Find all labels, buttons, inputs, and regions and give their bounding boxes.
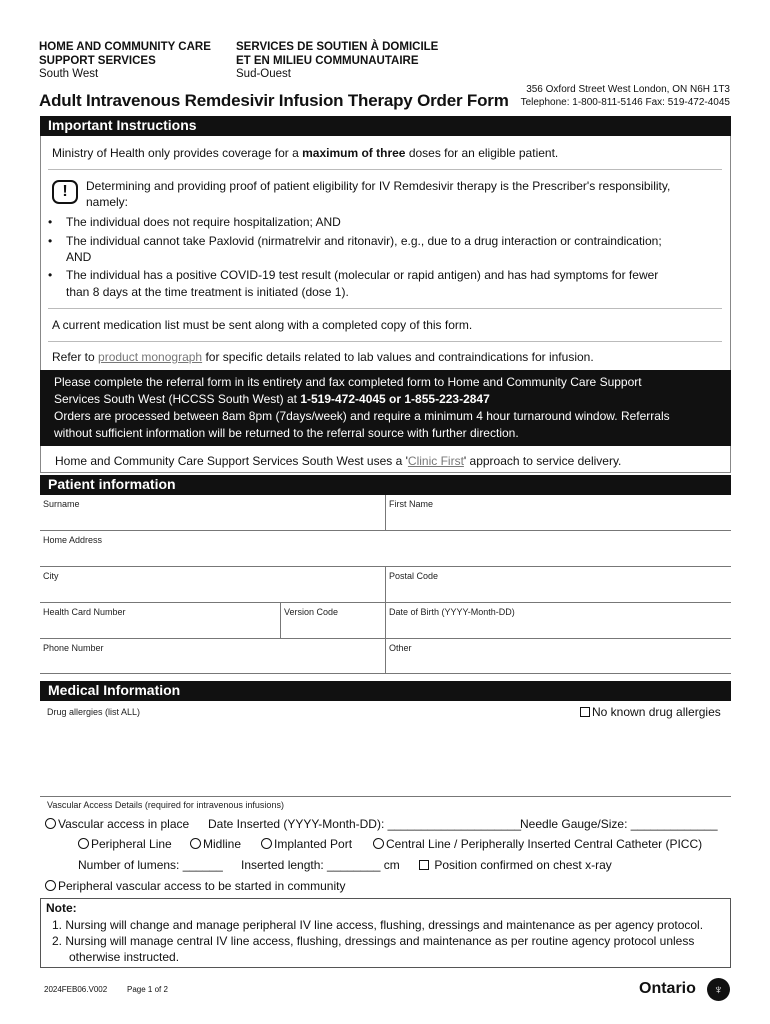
trillium-icon: ♆: [707, 978, 730, 1001]
contact-block: [521, 83, 730, 109]
org-line2-fr: ET EN MILIEU COMMUNAUTAIRE: [236, 54, 419, 67]
product-monograph-link[interactable]: product monograph: [98, 350, 203, 364]
home-address-field[interactable]: Home Address: [43, 535, 103, 545]
org-name-en: [39, 41, 211, 82]
midline-option[interactable]: [190, 836, 241, 852]
bullet-3b: than 8 days at the time treatment is initiated (dose 1).: [66, 285, 349, 299]
no-allergies-label: No known drug allergies: [592, 705, 721, 719]
orders-line-2: without sufficient information will be returned to the referral source with further direction.: [54, 426, 519, 440]
form-title: Adult Intravenous Remdesivir Infusion Therapy Order Form: [39, 91, 509, 110]
radio-icon[interactable]: [190, 838, 201, 849]
divider: [48, 169, 722, 170]
org-region-en: South West: [39, 68, 99, 80]
picc-label: Central Line / Peripherally Inserted Central Catheter (PICC): [386, 837, 703, 851]
vascular-in-place-label: Vascular access in place: [58, 817, 190, 831]
phone-field[interactable]: Phone Number: [43, 643, 104, 653]
coverage-pre: Ministry of Health only provides coverage for a: [52, 146, 303, 160]
bullet-2b: AND: [66, 250, 92, 264]
refer-text: [52, 349, 594, 365]
divider: [385, 495, 386, 530]
divider: [48, 341, 722, 342]
note-2a: 2. Nursing will manage central IV line access, flushing, dressings and maintenance as per routine agency protocol unless: [52, 934, 695, 948]
note-label: Note:: [46, 901, 77, 915]
community-access-option[interactable]: [45, 878, 345, 894]
picc-option[interactable]: [373, 836, 702, 852]
bullet-1: The individual does not require hospitalization; AND: [66, 215, 341, 229]
clinic-pre: Home and Community Care Support Services South West uses a ': [55, 454, 408, 468]
divider: [40, 796, 731, 797]
eligibility-line-1: Determining and providing proof of patient eligibility for IV Remdesivir therapy is the Prescriber's responsibility,: [86, 179, 671, 193]
bullet-icon: •: [48, 234, 53, 248]
patient-heading: Patient information: [40, 475, 731, 495]
health-card-field[interactable]: Health Card Number: [43, 607, 126, 617]
org-line2-en: SUPPORT SERVICES: [39, 54, 156, 67]
other-field[interactable]: Other: [389, 643, 412, 653]
warning-icon: !: [52, 180, 78, 204]
version-code-field[interactable]: Version Code: [284, 607, 339, 617]
fax-line-1: Please complete the referral form in its entirety and fax completed form to Home and Community Care Support: [54, 375, 642, 389]
instructions-heading: Important Instructions: [40, 116, 731, 136]
drug-allergies-field[interactable]: Drug allergies (list ALL): [47, 707, 141, 717]
surname-field[interactable]: Surname: [43, 499, 80, 509]
bullet-3a: The individual has a positive COVID-19 test result (molecular or rapid antigen) and has had symptoms for fewer: [66, 268, 659, 282]
ontario-logo-text: Ontario: [639, 980, 696, 997]
xray-option[interactable]: [419, 857, 612, 873]
needle-gauge-field[interactable]: Needle Gauge/Size: _____________: [520, 817, 718, 831]
fax-numbers: 1-519-472-4045 or 1-855-223-2847: [300, 392, 490, 406]
bullet-icon: •: [48, 215, 53, 229]
radio-icon[interactable]: [78, 838, 89, 849]
divider: [40, 638, 731, 639]
vascular-in-place-option[interactable]: [45, 816, 189, 832]
bullet-icon: •: [48, 268, 53, 282]
address: 356 Oxford Street West London, ON N6H 1T3: [526, 84, 730, 95]
city-field[interactable]: City: [43, 571, 59, 581]
bullet-2a: The individual cannot take Paxlovid (nirmatrelvir and ritonavir), e.g., due to a drug interaction or contraindication;: [66, 234, 662, 248]
divider: [385, 566, 386, 673]
xray-label: Position confirmed on chest x-ray: [434, 858, 612, 872]
peripheral-line-label: Peripheral Line: [91, 837, 172, 851]
coverage-text: [52, 145, 558, 161]
divider: [40, 673, 731, 674]
eligibility-line-2: namely:: [86, 195, 129, 209]
form-code: 2024FEB06.V002: [44, 985, 108, 994]
postal-code-field[interactable]: Postal Code: [389, 571, 439, 581]
medical-heading: Medical Information: [40, 681, 731, 701]
clinic-post: ' approach to service delivery.: [463, 454, 622, 468]
orders-line-1: Orders are processed between 8am 8pm (7days/week) and require a minimum 4 hour turnaround window. Referrals: [54, 409, 670, 423]
peripheral-line-option[interactable]: [78, 836, 172, 852]
org-region-fr: Sud-Ouest: [236, 68, 291, 80]
vascular-heading: Vascular Access Details (required for intravenous infusions): [47, 800, 284, 810]
note-1: 1. Nursing will change and manage peripheral IV line access, flushing, dressings and maintenance as per agency protocol.: [52, 918, 704, 932]
lumens-field[interactable]: Number of lumens: ______: [78, 858, 223, 872]
radio-icon[interactable]: [45, 818, 56, 829]
coverage-bold: maximum of three: [302, 146, 406, 160]
refer-pre: Refer to: [52, 350, 99, 364]
fax-line-2-pre: Services South West (HCCSS South West) at: [54, 392, 301, 406]
radio-icon[interactable]: [373, 838, 384, 849]
date-inserted-field[interactable]: Date Inserted (YYYY-Month-DD): ____________________: [208, 817, 522, 831]
divider: [40, 530, 731, 531]
page-number: Page 1 of 2: [127, 985, 168, 994]
inserted-length-field[interactable]: Inserted length: ________ cm: [241, 858, 400, 872]
midline-label: Midline: [203, 837, 242, 851]
first-name-field[interactable]: First Name: [389, 499, 434, 509]
clinic-first-link[interactable]: Clinic First: [407, 454, 464, 468]
refer-post: for specific details related to lab values and contraindications for infusion.: [202, 350, 594, 364]
implanted-port-option[interactable]: [261, 836, 352, 852]
medication-list-text: A current medication list must be sent along with a completed copy of this form.: [52, 318, 473, 332]
org-name-fr: [236, 41, 438, 82]
divider: [48, 308, 722, 309]
checkbox-icon[interactable]: [419, 860, 429, 870]
note-2b: otherwise instructed.: [69, 950, 180, 964]
community-access-label: Peripheral vascular access to be started in community: [58, 879, 346, 893]
fax-line-2: [54, 391, 717, 408]
clinic-first-text: [55, 453, 621, 469]
divider: [40, 602, 731, 603]
fax-instructions: [40, 370, 731, 446]
coverage-post: doses for an eligible patient.: [405, 146, 559, 160]
radio-icon[interactable]: [261, 838, 272, 849]
org-line1-en: HOME AND COMMUNITY CARE: [39, 41, 211, 53]
phone-fax: Telephone: 1-800-811-5146 Fax: 519-472-4045: [520, 97, 730, 108]
divider: [280, 602, 281, 638]
implanted-port-label: Implanted Port: [274, 837, 353, 851]
org-line1-fr: SERVICES DE SOUTIEN À DOMICILE: [236, 41, 439, 53]
no-allergies-option[interactable]: [580, 704, 721, 720]
radio-icon[interactable]: [45, 880, 56, 891]
checkbox-icon[interactable]: [580, 707, 590, 717]
dob-field[interactable]: Date of Birth (YYYY-Month-DD): [389, 607, 515, 617]
